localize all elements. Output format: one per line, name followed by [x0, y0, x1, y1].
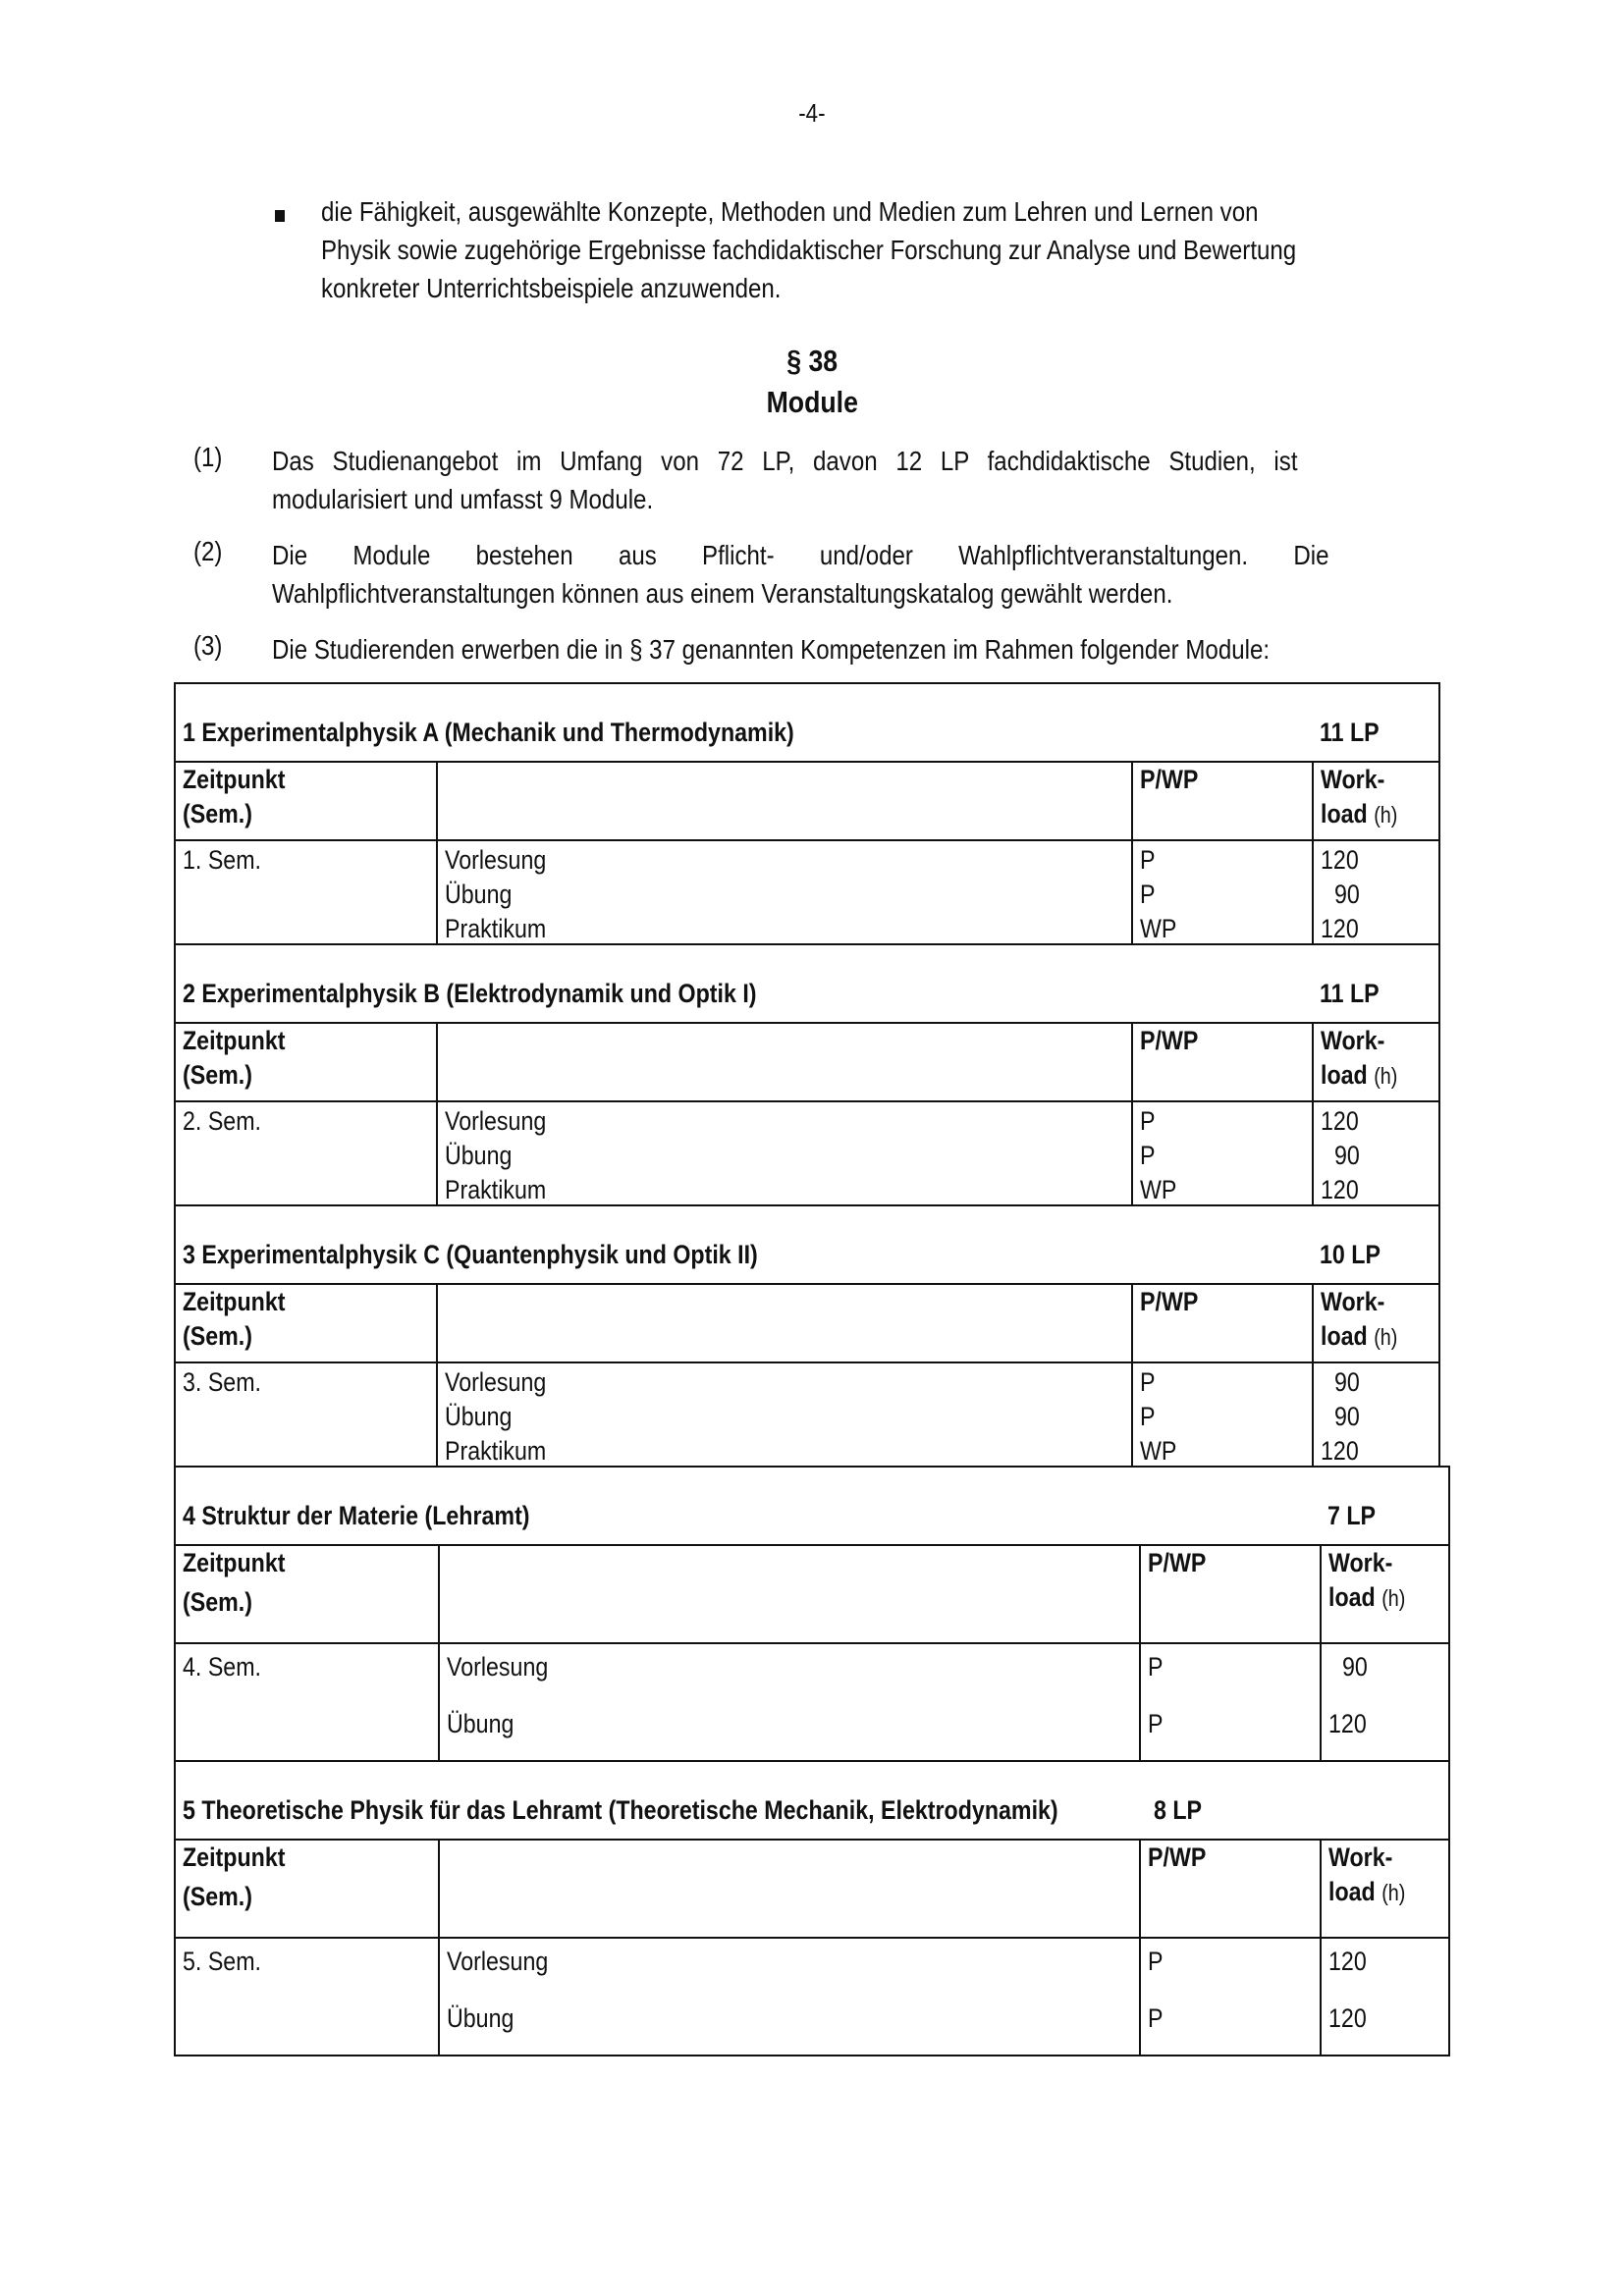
course-type: Vorlesung [447, 1652, 549, 1682]
course-hours: 90 [1334, 880, 1360, 909]
course-type: Vorlesung [445, 1367, 547, 1397]
divider [174, 1642, 1450, 1644]
course-hours: 120 [1321, 1436, 1359, 1466]
course-pwp: P [1140, 1141, 1156, 1170]
header-workload: load (h) [1328, 1877, 1406, 1906]
semester-cell: 5. Sem. [183, 1947, 262, 1976]
column-divider [1320, 1839, 1322, 2055]
divider [174, 1544, 1450, 1546]
header-zeitpunkt: Zeitpunkt [183, 1548, 286, 1577]
header-zeitpunkt: Zeitpunkt [183, 765, 286, 794]
header-workload: load (h) [1328, 1582, 1406, 1612]
paragraph-number: (1) [193, 442, 223, 472]
course-type: Übung [445, 1141, 513, 1170]
header-workload: Work- [1321, 1026, 1385, 1055]
bullet-line: Physik sowie zugehörige Ergebnisse fachdidaktischer Forschung zur Analyse und Bewertung [321, 235, 1297, 265]
column-divider [1312, 1283, 1314, 1466]
header-workload: load (h) [1321, 799, 1398, 828]
paragraph-2: Die Module bestehen aus Pflicht- und/oder Wahlpflichtveranstaltungen. Die Wahlpflichtveranstaltungen können aus einem Veranstaltungskatalog gewählt werden. [272, 540, 1329, 609]
column-divider [1131, 761, 1133, 943]
divider [174, 1937, 1450, 1939]
course-hours: 90 [1334, 1402, 1360, 1431]
bullet-marker-icon [275, 210, 285, 222]
module-title: 5 Theoretische Physik für das Lehramt (Theoretische Mechanik, Elektrodynamik) [183, 1795, 1058, 1825]
paragraph-number: (3) [193, 630, 223, 661]
course-pwp: WP [1140, 914, 1177, 943]
course-hours: 90 [1334, 1141, 1360, 1170]
semester-cell: 3. Sem. [183, 1367, 262, 1397]
semester-cell: 2. Sem. [183, 1106, 262, 1136]
module-lp: 11 LP [1320, 718, 1380, 747]
course-pwp: P [1140, 880, 1156, 909]
course-type: Praktikum [445, 1175, 547, 1204]
course-pwp: WP [1140, 1175, 1177, 1204]
column-divider [1131, 1022, 1133, 1204]
header-workload: Work- [1328, 1842, 1393, 1872]
course-pwp: P [1148, 1947, 1164, 1976]
course-hours: 120 [1328, 1947, 1367, 1976]
header-workload: Work- [1328, 1548, 1393, 1577]
module-title: 2 Experimentalphysik B (Elektrodynamik und Optik I) [183, 979, 757, 1008]
course-hours: 120 [1321, 1175, 1359, 1204]
module-lp: 8 LP [1154, 1795, 1203, 1825]
divider [174, 1362, 1440, 1363]
paragraph-1: Das Studienangebot im Umfang von 72 LP, davon 12 LP fachdidaktische Studien, ist modularisiert und umfasst 9 Module. [272, 446, 1298, 514]
section-title: Module [766, 385, 858, 419]
course-hours: 120 [1328, 1709, 1367, 1738]
column-divider [1131, 1283, 1133, 1466]
paragraph-3: Die Studierenden erwerben die in § 37 genannten Kompetenzen im Rahmen folgender Module: [272, 634, 1271, 665]
module-lp: 10 LP [1320, 1240, 1380, 1269]
course-type: Vorlesung [447, 1947, 549, 1976]
column-divider [1139, 1839, 1141, 2055]
module-lp: 11 LP [1320, 979, 1380, 1008]
column-divider [436, 761, 438, 943]
divider [174, 1839, 1450, 1841]
header-workload: Work- [1321, 1287, 1385, 1316]
course-type: Übung [447, 1709, 514, 1738]
header-sem: (Sem.) [183, 1882, 252, 1911]
course-type: Übung [445, 1402, 513, 1431]
semester-cell: 1. Sem. [183, 845, 262, 875]
header-zeitpunkt: Zeitpunkt [183, 1287, 286, 1316]
course-pwp: P [1148, 2003, 1164, 2033]
bullet-line: konkreter Unterrichtsbeispiele anzuwenden. [321, 273, 782, 303]
column-divider [1139, 1544, 1141, 1760]
module-lp: 7 LP [1327, 1501, 1377, 1530]
module-title: 1 Experimentalphysik A (Mechanik und Thermodynamik) [183, 718, 794, 747]
header-pwp: P/WP [1140, 765, 1199, 794]
course-hours: 120 [1321, 1106, 1359, 1136]
intro-bullet-text [321, 192, 1440, 307]
module-title: 4 Struktur der Materie (Lehramt) [183, 1501, 530, 1530]
header-sem: (Sem.) [183, 1060, 252, 1090]
course-type: Übung [447, 2003, 514, 2033]
module-title: 3 Experimentalphysik C (Quantenphysik und Optik II) [183, 1240, 758, 1269]
header-sem: (Sem.) [183, 799, 252, 828]
bullet-line: die Fähigkeit, ausgewählte Konzepte, Methoden und Medien zum Lehren und Lernen von [321, 196, 1259, 227]
course-pwp: P [1140, 1106, 1156, 1136]
header-workload: load (h) [1321, 1321, 1398, 1351]
header-sem: (Sem.) [183, 1321, 252, 1351]
header-workload: load (h) [1321, 1060, 1398, 1090]
course-pwp: WP [1140, 1436, 1177, 1466]
header-pwp: P/WP [1140, 1026, 1199, 1055]
course-hours: 120 [1321, 845, 1359, 875]
course-pwp: P [1140, 1367, 1156, 1397]
column-divider [436, 1283, 438, 1466]
header-pwp: P/WP [1148, 1548, 1207, 1577]
course-pwp: P [1140, 1402, 1156, 1431]
course-hours: 90 [1342, 1652, 1368, 1682]
divider [174, 1022, 1440, 1024]
course-hours: 120 [1328, 2003, 1367, 2033]
paragraph-number: (2) [193, 536, 223, 566]
course-type: Praktikum [445, 1436, 547, 1466]
divider [174, 1100, 1440, 1102]
semester-cell: 4. Sem. [183, 1652, 262, 1682]
header-sem: (Sem.) [183, 1587, 252, 1617]
course-type: Vorlesung [445, 1106, 547, 1136]
divider [174, 761, 1440, 763]
column-divider [1312, 761, 1314, 943]
column-divider [438, 1544, 440, 1760]
page-number: -4- [798, 98, 826, 128]
divider [174, 839, 1440, 841]
course-pwp: P [1148, 1652, 1164, 1682]
column-divider [1320, 1544, 1322, 1760]
column-divider [436, 1022, 438, 1204]
header-zeitpunkt: Zeitpunkt [183, 1842, 286, 1872]
header-zeitpunkt: Zeitpunkt [183, 1026, 286, 1055]
course-type: Praktikum [445, 914, 547, 943]
course-type: Übung [445, 880, 513, 909]
divider [174, 1283, 1440, 1285]
course-pwp: P [1140, 845, 1156, 875]
course-type: Vorlesung [445, 845, 547, 875]
header-workload: Work- [1321, 765, 1385, 794]
course-hours: 120 [1321, 914, 1359, 943]
header-pwp: P/WP [1140, 1287, 1199, 1316]
column-divider [1312, 1022, 1314, 1204]
course-hours: 90 [1334, 1367, 1360, 1397]
course-pwp: P [1148, 1709, 1164, 1738]
section-number: § 38 [786, 344, 838, 378]
header-pwp: P/WP [1148, 1842, 1207, 1872]
column-divider [438, 1839, 440, 2055]
